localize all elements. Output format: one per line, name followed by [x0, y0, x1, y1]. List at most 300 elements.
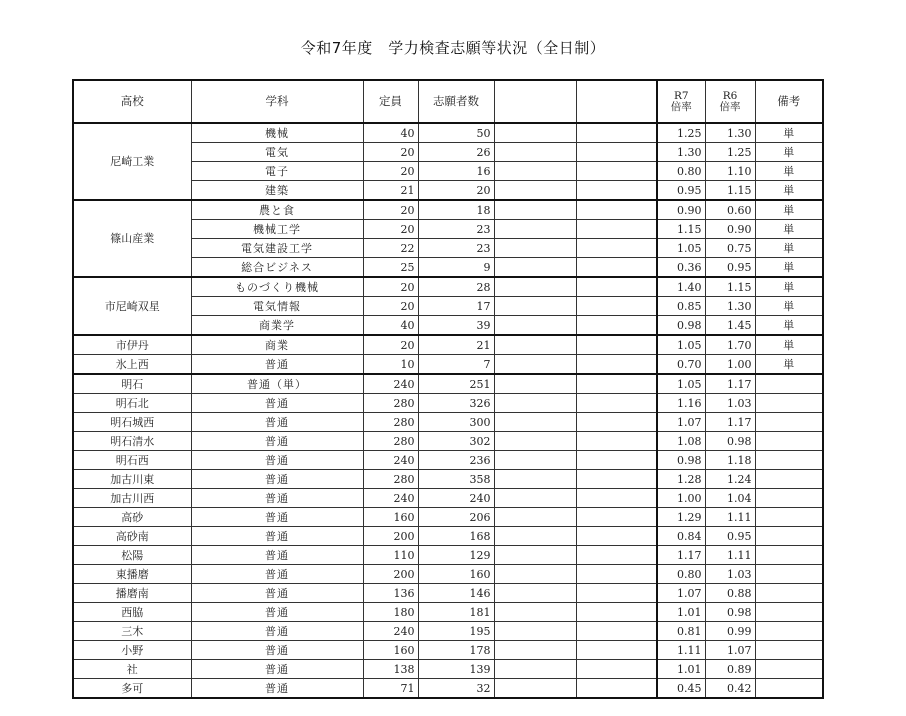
blank-cell [576, 565, 657, 584]
capacity-cell: 20 [363, 220, 418, 239]
remark-cell [755, 374, 823, 394]
blank-cell [494, 641, 576, 660]
r7-ratio-cell: 1.16 [657, 394, 705, 413]
course-cell: 電気 [191, 143, 363, 162]
blank-cell [576, 603, 657, 622]
table-header-row [73, 80, 823, 123]
remark-cell: 単 [755, 181, 823, 201]
school-name-cell: 明石城西 [73, 413, 191, 432]
capacity-cell: 20 [363, 277, 418, 297]
r6-ratio-cell: 1.07 [705, 641, 755, 660]
school-name-cell: 三木 [73, 622, 191, 641]
capacity-cell: 160 [363, 641, 418, 660]
applicants-cell: 358 [418, 470, 494, 489]
capacity-cell: 20 [363, 335, 418, 355]
r7-ratio-cell: 0.90 [657, 200, 705, 220]
table-body [73, 123, 823, 698]
applicants-cell: 21 [418, 335, 494, 355]
course-cell: 普通 [191, 603, 363, 622]
applicants-cell: 326 [418, 394, 494, 413]
school-name-cell: 小野 [73, 641, 191, 660]
capacity-cell: 280 [363, 432, 418, 451]
r7-ratio-cell: 0.85 [657, 297, 705, 316]
r6-ratio-cell: 0.75 [705, 239, 755, 258]
r7-ratio-cell: 1.05 [657, 335, 705, 355]
remark-cell [755, 622, 823, 641]
course-cell: 普通 [191, 584, 363, 603]
table-row [73, 432, 823, 451]
blank-cell [494, 394, 576, 413]
course-cell: 電気情報 [191, 297, 363, 316]
blank-cell [576, 527, 657, 546]
remark-cell: 単 [755, 239, 823, 258]
capacity-cell: 40 [363, 123, 418, 143]
applicants-cell: 178 [418, 641, 494, 660]
course-cell: 普通 [191, 508, 363, 527]
capacity-cell: 22 [363, 239, 418, 258]
school-name-cell: 西脇 [73, 603, 191, 622]
capacity-cell: 20 [363, 297, 418, 316]
capacity-cell: 40 [363, 316, 418, 336]
remark-cell: 単 [755, 162, 823, 181]
course-cell: 電気建設工学 [191, 239, 363, 258]
table-row [73, 565, 823, 584]
capacity-cell: 25 [363, 258, 418, 278]
r6-ratio-cell: 0.88 [705, 584, 755, 603]
blank-cell [494, 143, 576, 162]
table-row [73, 584, 823, 603]
table-row [73, 451, 823, 470]
course-cell: 普通 [191, 546, 363, 565]
r7-ratio-cell: 1.01 [657, 603, 705, 622]
remark-cell [755, 527, 823, 546]
blank-cell [494, 432, 576, 451]
header-r6-ratio [705, 80, 755, 123]
course-cell: 商業 [191, 335, 363, 355]
remark-cell: 単 [755, 220, 823, 239]
blank-cell [494, 200, 576, 220]
r7-ratio-cell: 1.28 [657, 470, 705, 489]
table-row [73, 277, 823, 297]
course-cell: ものづくり機械 [191, 277, 363, 297]
table-row [73, 622, 823, 641]
page-title: 令和7年度 学力検査志願等状況（全日制） [300, 39, 606, 57]
school-name-cell: 播磨南 [73, 584, 191, 603]
r6-ratio-cell: 1.11 [705, 508, 755, 527]
blank-cell [576, 508, 657, 527]
header-r7-ratio [657, 80, 705, 123]
applicants-cell: 146 [418, 584, 494, 603]
applicants-cell: 240 [418, 489, 494, 508]
r7-ratio-cell: 1.08 [657, 432, 705, 451]
applicants-cell: 39 [418, 316, 494, 336]
application-status-table [72, 79, 824, 699]
school-name-cell: 東播磨 [73, 565, 191, 584]
capacity-cell: 200 [363, 565, 418, 584]
capacity-cell: 20 [363, 200, 418, 220]
capacity-cell: 240 [363, 489, 418, 508]
r7-ratio-cell: 0.84 [657, 527, 705, 546]
r6-ratio-cell: 1.04 [705, 489, 755, 508]
blank-cell [576, 546, 657, 565]
table-row [73, 200, 823, 220]
course-cell: 普通 [191, 641, 363, 660]
header-blank-1 [494, 80, 576, 123]
remark-cell: 単 [755, 297, 823, 316]
applicants-cell: 50 [418, 123, 494, 143]
blank-cell [576, 622, 657, 641]
r7-ratio-cell: 1.11 [657, 641, 705, 660]
applicants-cell: 26 [418, 143, 494, 162]
r7-ratio-cell: 0.80 [657, 162, 705, 181]
capacity-cell: 136 [363, 584, 418, 603]
remark-cell [755, 603, 823, 622]
course-cell: 普通 [191, 660, 363, 679]
r6-ratio-cell: 1.24 [705, 470, 755, 489]
table-row [73, 413, 823, 432]
blank-cell [576, 316, 657, 336]
applicants-cell: 16 [418, 162, 494, 181]
applicants-cell: 28 [418, 277, 494, 297]
header-school: 高校 [73, 80, 191, 123]
blank-cell [494, 565, 576, 584]
applicants-cell: 251 [418, 374, 494, 394]
r6-ratio-cell: 0.90 [705, 220, 755, 239]
r7-ratio-cell: 0.98 [657, 451, 705, 470]
remark-cell: 単 [755, 316, 823, 336]
school-name-cell: 市伊丹 [73, 335, 191, 355]
applicants-cell: 168 [418, 527, 494, 546]
table-row [73, 355, 823, 375]
table-row [73, 374, 823, 394]
school-name-cell: 明石西 [73, 451, 191, 470]
blank-cell [576, 143, 657, 162]
course-cell: 機械工学 [191, 220, 363, 239]
capacity-cell: 240 [363, 451, 418, 470]
table-row [73, 335, 823, 355]
table-row [73, 123, 823, 143]
r7-ratio-cell: 0.98 [657, 316, 705, 336]
r7-ratio-cell: 1.01 [657, 660, 705, 679]
r6-ratio-cell: 1.70 [705, 335, 755, 355]
capacity-cell: 20 [363, 162, 418, 181]
blank-cell [494, 470, 576, 489]
capacity-cell: 240 [363, 622, 418, 641]
remark-cell [755, 394, 823, 413]
course-cell: 普通 [191, 527, 363, 546]
applicants-cell: 20 [418, 181, 494, 201]
school-name-cell: 加古川西 [73, 489, 191, 508]
r6-ratio-cell: 1.03 [705, 394, 755, 413]
r6-ratio-cell: 0.95 [705, 527, 755, 546]
header-course: 学科 [191, 80, 363, 123]
course-cell: 普通 [191, 489, 363, 508]
r6-ratio-cell: 0.98 [705, 432, 755, 451]
r7-ratio-cell: 1.15 [657, 220, 705, 239]
r6-ratio-cell: 1.17 [705, 374, 755, 394]
blank-cell [576, 277, 657, 297]
course-cell: 普通 [191, 622, 363, 641]
blank-cell [494, 258, 576, 278]
table-row [73, 641, 823, 660]
r6-ratio-cell: 0.60 [705, 200, 755, 220]
applicants-cell: 9 [418, 258, 494, 278]
course-cell: 建築 [191, 181, 363, 201]
course-cell: 普通 [191, 565, 363, 584]
r6-ratio-cell: 0.99 [705, 622, 755, 641]
r6-ratio-cell: 1.18 [705, 451, 755, 470]
r7-ratio-cell: 1.07 [657, 584, 705, 603]
r6-ratio-cell: 1.15 [705, 181, 755, 201]
course-cell: 電子 [191, 162, 363, 181]
remark-cell [755, 489, 823, 508]
blank-cell [576, 584, 657, 603]
blank-cell [576, 394, 657, 413]
blank-cell [494, 335, 576, 355]
applicants-cell: 23 [418, 220, 494, 239]
course-cell: 農と食 [191, 200, 363, 220]
remark-cell [755, 679, 823, 699]
header-r7-top: R7 [673, 89, 689, 102]
header-capacity: 定員 [363, 80, 418, 123]
r7-ratio-cell: 1.25 [657, 123, 705, 143]
r6-ratio-cell: 0.98 [705, 603, 755, 622]
blank-cell [576, 489, 657, 508]
capacity-cell: 10 [363, 355, 418, 375]
course-cell: 普通 [191, 679, 363, 699]
capacity-cell: 160 [363, 508, 418, 527]
blank-cell [494, 584, 576, 603]
blank-cell [576, 432, 657, 451]
blank-cell [576, 355, 657, 375]
blank-cell [576, 641, 657, 660]
capacity-cell: 71 [363, 679, 418, 699]
table-row [73, 508, 823, 527]
r7-ratio-cell: 1.29 [657, 508, 705, 527]
blank-cell [494, 239, 576, 258]
remark-cell [755, 546, 823, 565]
capacity-cell: 21 [363, 181, 418, 201]
r6-ratio-cell: 1.30 [705, 123, 755, 143]
capacity-cell: 280 [363, 413, 418, 432]
blank-cell [576, 679, 657, 699]
table-row [73, 394, 823, 413]
blank-cell [494, 679, 576, 699]
applicants-cell: 160 [418, 565, 494, 584]
r6-ratio-cell: 1.17 [705, 413, 755, 432]
header-r6-top: R6 [722, 89, 738, 102]
remark-cell: 単 [755, 258, 823, 278]
remark-cell: 単 [755, 277, 823, 297]
blank-cell [494, 277, 576, 297]
r7-ratio-cell: 0.36 [657, 258, 705, 278]
r6-ratio-cell: 1.45 [705, 316, 755, 336]
school-name-cell: 加古川東 [73, 470, 191, 489]
applicants-cell: 236 [418, 451, 494, 470]
r7-ratio-cell: 0.45 [657, 679, 705, 699]
school-name-cell: 市尼崎双星 [73, 277, 191, 335]
table-row [73, 470, 823, 489]
capacity-cell: 280 [363, 470, 418, 489]
applicants-cell: 7 [418, 355, 494, 375]
blank-cell [576, 335, 657, 355]
blank-cell [494, 527, 576, 546]
blank-cell [494, 489, 576, 508]
blank-cell [576, 470, 657, 489]
table-row [73, 546, 823, 565]
blank-cell [494, 413, 576, 432]
r6-ratio-cell: 1.11 [705, 546, 755, 565]
school-name-cell: 氷上西 [73, 355, 191, 375]
remark-cell [755, 470, 823, 489]
header-blank-2 [576, 80, 657, 123]
r7-ratio-cell: 1.17 [657, 546, 705, 565]
r6-ratio-cell: 1.25 [705, 143, 755, 162]
r6-ratio-cell: 0.95 [705, 258, 755, 278]
table-row [73, 527, 823, 546]
table-row [73, 489, 823, 508]
course-cell: 普通 [191, 432, 363, 451]
blank-cell [494, 622, 576, 641]
table-row [73, 660, 823, 679]
blank-cell [576, 660, 657, 679]
r6-ratio-cell: 1.00 [705, 355, 755, 375]
r7-ratio-cell: 0.70 [657, 355, 705, 375]
blank-cell [576, 451, 657, 470]
blank-cell [576, 413, 657, 432]
remark-cell: 単 [755, 123, 823, 143]
blank-cell [494, 123, 576, 143]
remark-cell [755, 413, 823, 432]
header-r7-bottom: 倍率 [670, 100, 692, 113]
blank-cell [494, 660, 576, 679]
blank-cell [494, 546, 576, 565]
course-cell: 普通 [191, 470, 363, 489]
header-r6-bottom: 倍率 [719, 100, 741, 113]
course-cell: 機械 [191, 123, 363, 143]
remark-cell: 単 [755, 143, 823, 162]
blank-cell [494, 220, 576, 239]
remark-cell: 単 [755, 355, 823, 375]
applicants-cell: 300 [418, 413, 494, 432]
school-name-cell: 高砂 [73, 508, 191, 527]
applicants-cell: 181 [418, 603, 494, 622]
table-row [73, 679, 823, 699]
applicants-cell: 206 [418, 508, 494, 527]
r6-ratio-cell: 1.15 [705, 277, 755, 297]
blank-cell [576, 220, 657, 239]
capacity-cell: 20 [363, 143, 418, 162]
blank-cell [494, 181, 576, 201]
r6-ratio-cell: 1.10 [705, 162, 755, 181]
school-name-cell: 明石 [73, 374, 191, 394]
blank-cell [494, 508, 576, 527]
blank-cell [576, 374, 657, 394]
remark-cell [755, 432, 823, 451]
applicants-cell: 18 [418, 200, 494, 220]
school-name-cell: 明石清水 [73, 432, 191, 451]
blank-cell [494, 603, 576, 622]
blank-cell [494, 316, 576, 336]
r6-ratio-cell: 0.89 [705, 660, 755, 679]
blank-cell [576, 258, 657, 278]
r7-ratio-cell: 1.40 [657, 277, 705, 297]
capacity-cell: 110 [363, 546, 418, 565]
remark-cell [755, 660, 823, 679]
r7-ratio-cell: 0.95 [657, 181, 705, 201]
blank-cell [576, 162, 657, 181]
blank-cell [576, 297, 657, 316]
remark-cell [755, 508, 823, 527]
blank-cell [494, 162, 576, 181]
r7-ratio-cell: 0.80 [657, 565, 705, 584]
r7-ratio-cell: 1.05 [657, 374, 705, 394]
course-cell: 商業学 [191, 316, 363, 336]
remark-cell [755, 584, 823, 603]
remark-cell [755, 641, 823, 660]
course-cell: 総合ビジネス [191, 258, 363, 278]
blank-cell [494, 355, 576, 375]
school-name-cell: 篠山産業 [73, 200, 191, 277]
r7-ratio-cell: 1.05 [657, 239, 705, 258]
capacity-cell: 180 [363, 603, 418, 622]
course-cell: 普通 [191, 451, 363, 470]
capacity-cell: 138 [363, 660, 418, 679]
course-cell: 普通 [191, 413, 363, 432]
r7-ratio-cell: 1.30 [657, 143, 705, 162]
remark-cell [755, 451, 823, 470]
blank-cell [576, 181, 657, 201]
header-remarks: 備考 [755, 80, 823, 123]
r6-ratio-cell: 1.03 [705, 565, 755, 584]
school-name-cell: 社 [73, 660, 191, 679]
remark-cell: 単 [755, 335, 823, 355]
blank-cell [494, 297, 576, 316]
blank-cell [494, 451, 576, 470]
applicants-cell: 302 [418, 432, 494, 451]
applicants-cell: 23 [418, 239, 494, 258]
remark-cell [755, 565, 823, 584]
remark-cell: 単 [755, 200, 823, 220]
header-applicants: 志願者数 [418, 80, 494, 123]
r7-ratio-cell: 0.81 [657, 622, 705, 641]
capacity-cell: 280 [363, 394, 418, 413]
course-cell: 普通（単） [191, 374, 363, 394]
applicants-cell: 139 [418, 660, 494, 679]
blank-cell [576, 239, 657, 258]
applicants-cell: 17 [418, 297, 494, 316]
school-name-cell: 多可 [73, 679, 191, 699]
school-name-cell: 尼崎工業 [73, 123, 191, 200]
course-cell: 普通 [191, 355, 363, 375]
school-name-cell: 明石北 [73, 394, 191, 413]
r7-ratio-cell: 1.07 [657, 413, 705, 432]
r6-ratio-cell: 0.42 [705, 679, 755, 699]
capacity-cell: 240 [363, 374, 418, 394]
blank-cell [576, 200, 657, 220]
r7-ratio-cell: 1.00 [657, 489, 705, 508]
capacity-cell: 200 [363, 527, 418, 546]
applicants-cell: 129 [418, 546, 494, 565]
table-row [73, 603, 823, 622]
applicants-cell: 195 [418, 622, 494, 641]
school-name-cell: 松陽 [73, 546, 191, 565]
blank-cell [494, 374, 576, 394]
course-cell: 普通 [191, 394, 363, 413]
r6-ratio-cell: 1.30 [705, 297, 755, 316]
blank-cell [576, 123, 657, 143]
school-name-cell: 高砂南 [73, 527, 191, 546]
